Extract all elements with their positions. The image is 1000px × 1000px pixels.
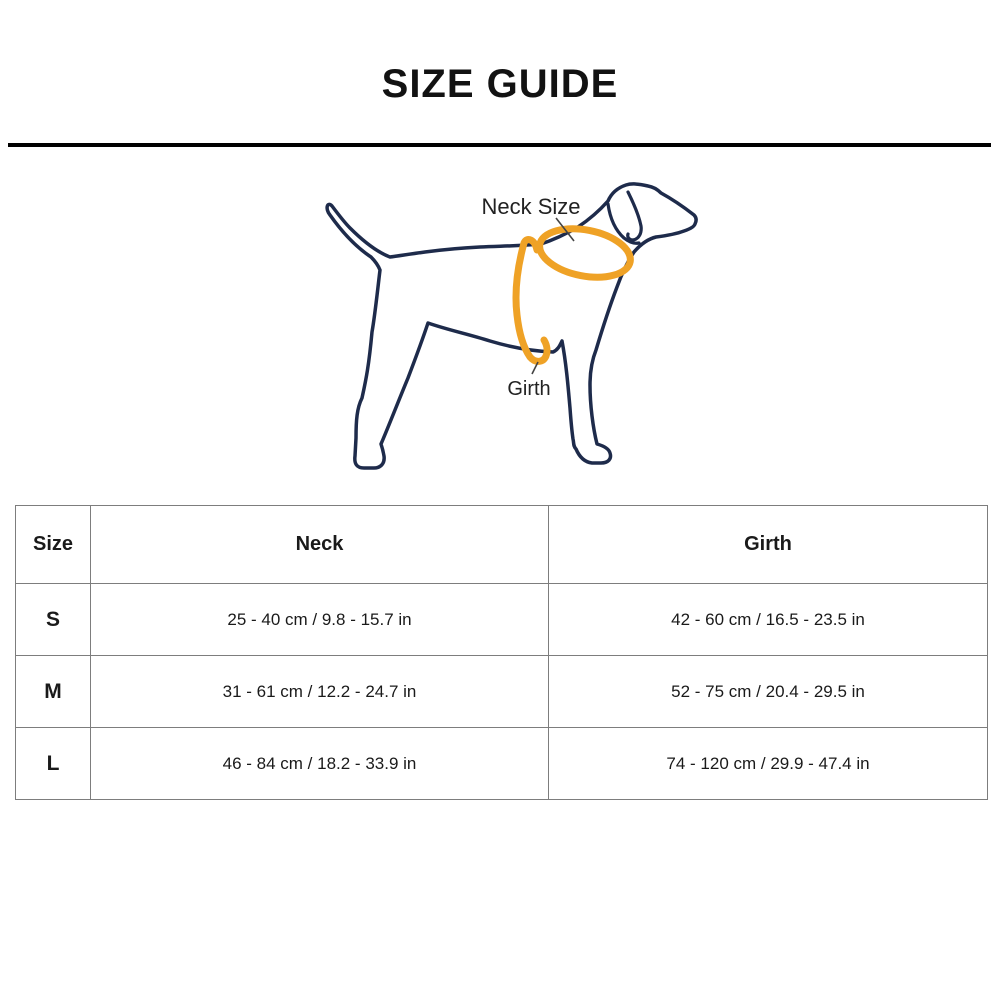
size-table-header-row xyxy=(16,506,988,584)
header-girth: Girth xyxy=(549,506,988,584)
neck-cell: 46 - 84 cm / 18.2 - 33.9 in xyxy=(91,728,549,800)
dog-measurement-diagram xyxy=(0,150,1000,500)
girth-cell: 52 - 75 cm / 20.4 - 29.5 in xyxy=(549,656,988,728)
table-row-l xyxy=(16,728,988,800)
table-row-m xyxy=(16,656,988,728)
girth-cell: 42 - 60 cm / 16.5 - 23.5 in xyxy=(549,584,988,656)
table-row-s xyxy=(16,584,988,656)
title-divider xyxy=(8,143,991,147)
header-size: Size xyxy=(16,506,91,584)
girth-label: Girth xyxy=(507,378,551,400)
size-cell: L xyxy=(16,728,91,800)
neck-size-label: Neck Size xyxy=(481,194,581,219)
size-cell: M xyxy=(16,656,91,728)
neck-cell: 25 - 40 cm / 9.8 - 15.7 in xyxy=(91,584,549,656)
girth-cell: 74 - 120 cm / 29.9 - 47.4 in xyxy=(549,728,988,800)
size-table xyxy=(15,505,988,800)
header-neck: Neck xyxy=(91,506,549,584)
dog-ear xyxy=(628,192,641,240)
size-cell: S xyxy=(16,584,91,656)
page-title: SIZE GUIDE xyxy=(381,62,619,106)
neck-cell: 31 - 61 cm / 12.2 - 24.7 in xyxy=(91,656,549,728)
